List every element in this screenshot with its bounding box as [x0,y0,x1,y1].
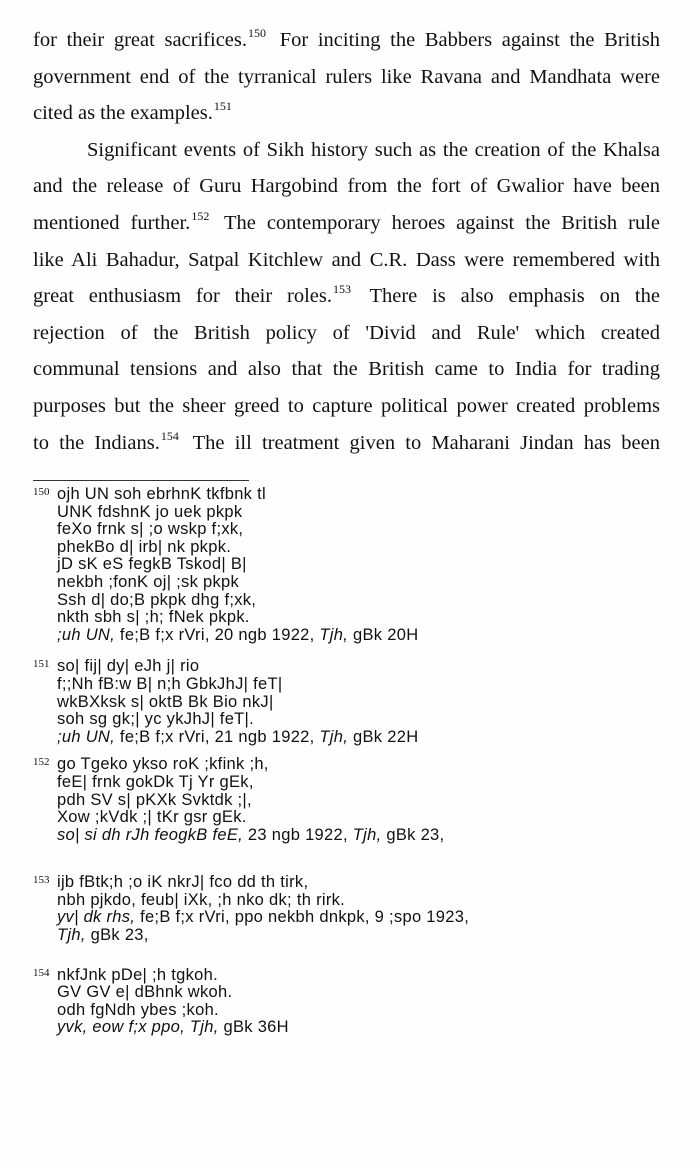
body-line-4 [33,132,660,169]
citation-page: gBk 20H [348,625,419,644]
footnote-line: nekbh ;fonK oj| ;sk pkpk [57,572,240,591]
footnotes-section [33,486,673,1037]
body-text: like Ali Bahadur, Satpal Kitchlew and C.R. Dass were remembered with [33,248,660,271]
body-text: Significant events of Sikh history such as the creation of the Khalsa [87,138,660,161]
footnote-line: nkfJnk pDe| ;h tgkoh. [57,965,219,984]
body-line-2 [33,59,660,96]
footnote-ref-152[interactable]: 152 [191,208,210,223]
body-line-12 [33,425,660,462]
body-text: and the release of Guru Hargobind from the fort of Gwalior have been [33,175,660,198]
citation-page: gBk 36H [218,1018,289,1037]
body-text: cited as the examples. [33,102,213,125]
footnote-line: go Tgeko ykso roK ;kfink ;h, [57,755,269,774]
footnote-line: nbh pjkdo, feub| iXk, ;h nko dk; th rirk. [57,890,346,909]
document-page [33,22,660,461]
footnote-number: 154 [33,966,50,979]
citation-source: yvk, eow f;x ppo, [57,1018,185,1037]
footnote-153 [33,874,673,944]
footnote-line: wkBXksk s| oktB Bk Bio nkJ| [57,692,274,711]
body-line-1 [33,22,660,59]
citation-publication: Tjh, [319,625,349,644]
footnote-line: Xow ;kVdk ;| tKr gsr gEk. [57,808,247,827]
citation-page: gBk 23, [381,825,445,844]
footnote-ref-151[interactable]: 151 [213,99,232,114]
footnote-number: 153 [33,874,50,887]
footnote-line: GV GV e| dBhnk wkoh. [57,983,233,1002]
footnote-151 [33,658,673,746]
body-line-11 [33,388,660,425]
footnote-separator [33,480,249,481]
citation-source: so| si dh rJh feogkB feE, [57,825,244,844]
body-line-5 [33,168,660,205]
citation-publication: Tjh, [57,926,86,945]
body-line-6 [33,205,660,242]
body-text: The ill treatment given to Maharani Jindan has been [192,431,660,454]
citation-page: gBk 22H [348,727,419,746]
citation-page: gBk 23, [85,926,149,945]
body-text: to the Indians. [33,431,160,454]
citation-publication: Tjh, [189,1018,219,1037]
body-text: purposes but the sheer greed to capture political power created problems [33,394,660,417]
body-line-7 [33,242,660,279]
footnote-152 [33,756,673,844]
body-text: mentioned further. [33,211,191,234]
footnote-line: soh sg gk;| yc ykJhJ| feT|. [57,710,255,729]
body-text: communal tensions and also that the British came to India for trading [33,358,660,381]
footnote-line: f;;Nh fB:w B| n;h GbkJhJ| feT| [57,674,283,693]
footnote-154 [33,967,673,1037]
citation-source: ;uh UN, [57,625,116,644]
footnote-citation [57,909,673,927]
body-text: The contemporary heroes against the British rule [223,211,660,234]
footnote-line: ijb fBtk;h ;o iK nkrJ| fco dd th tirk, [57,873,309,892]
footnote-line: pdh SV s| pKXk Svktdk ;|, [57,790,252,809]
footnote-line: ojh UN soh ebrhnK tkfbnk tl [57,485,266,503]
body-text: for their great sacrifices. [33,29,247,51]
citation-details: fe;B f;x rVri, 21 ngb 1922, [115,727,320,746]
footnote-ref-153[interactable]: 153 [333,282,351,297]
footnote-line: Ssh d| do;B pkpk dhg f;xk, [57,590,257,609]
citation-details: fe;B f;x rVri, ppo nekbh dnkpk, 9 ;spo 1923, [135,908,470,927]
body-text: For inciting the Babbers against the British [279,29,661,51]
footnote-line: UNK fdshnK jo uek pkpk [57,502,243,521]
footnote-citation [57,927,673,945]
body-line-9 [33,315,660,352]
body-line-3 [33,95,660,132]
body-line-10 [33,351,660,388]
footnote-citation [57,1019,673,1037]
footnote-citation [57,627,673,645]
footnote-150 [33,486,673,644]
footnote-line: so| fij| dy| eJh j| rio [57,657,200,676]
footnote-line: jD sK eS fegkB Tskod| B| [57,555,247,574]
footnote-number: 150 [33,486,50,498]
citation-publication: Tjh, [319,727,349,746]
footnote-line: phekBo d| irb| nk pkpk. [57,537,232,556]
footnote-ref-150[interactable]: 150 [248,26,266,40]
citation-details: fe;B f;x rVri, 20 ngb 1922, [115,625,320,644]
citation-publication: Tjh, [352,825,382,844]
main-paragraph-block [33,22,660,461]
footnote-line: feE| frnk gokDk Tj Yr gEk, [57,772,254,791]
citation-source: yv| dk rhs, [57,908,136,927]
citation-source: ;uh UN, [57,727,116,746]
body-text: There is also emphasis on the [369,285,660,308]
footnote-number: 151 [33,658,50,671]
body-line-8 [33,278,660,315]
footnote-number: 152 [33,756,50,769]
footnote-citation [57,827,673,845]
body-text: government end of the tyrranical rulers like Ravana and Mandhata were [33,65,660,88]
citation-details: 23 ngb 1922, [243,825,353,844]
body-text: rejection of the British policy of 'Divid and Rule' which created [33,321,660,344]
footnote-ref-154[interactable]: 154 [160,428,179,443]
footnote-line: feXo frnk s| ;o wskp f;xk, [57,520,244,539]
footnote-line: odh fgNdh ybes ;koh. [57,1000,219,1019]
body-text: great enthusiasm for their roles. [33,285,332,308]
footnote-citation [57,729,673,747]
footnote-line: nkth sbh s| ;h; fNek pkpk. [57,608,250,627]
